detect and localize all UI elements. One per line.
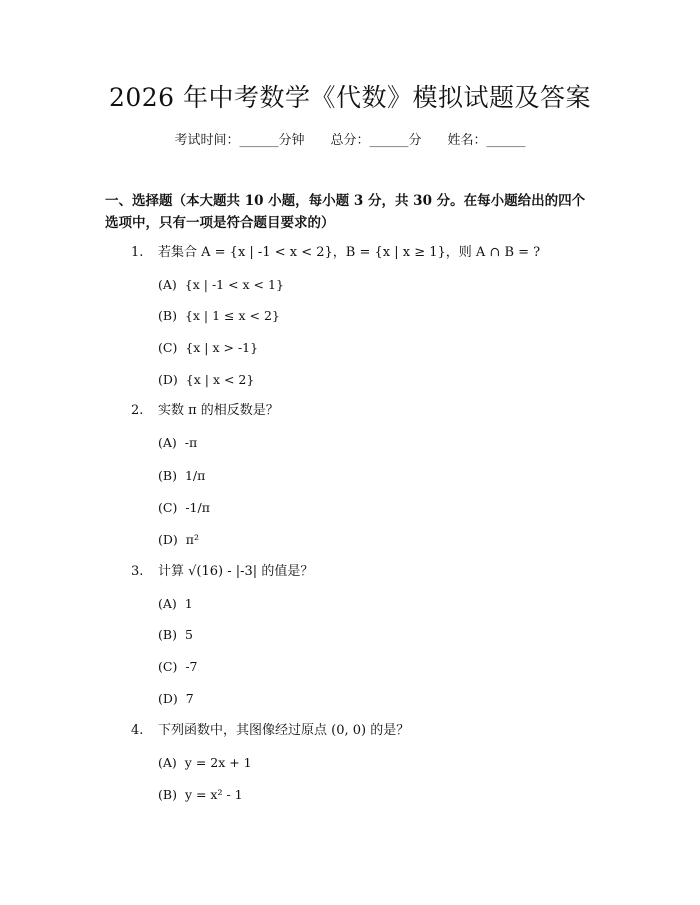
section-header: 一、选择题（本大题共 10 小题，每小题 3 分，共 30 分。在每小题给出的四个选项中，只有一项是符合题目要求的） — [105, 193, 586, 231]
option-2a — [158, 433, 197, 453]
option-2c — [158, 498, 210, 518]
option-letter: (A) — [158, 755, 177, 770]
option-text: {x | -1 < x < 1} — [184, 277, 284, 292]
option-text: π² — [185, 532, 200, 547]
option-1b — [158, 306, 280, 326]
student-name-field: 姓名：______ — [447, 133, 526, 148]
option-text: 1/π — [184, 468, 206, 483]
question-text: 计算 √(16) - |-3| 的值是？ — [158, 564, 314, 579]
option-letter: (B) — [158, 468, 177, 483]
option-letter: (D) — [158, 372, 178, 387]
option-letter: (A) — [158, 435, 177, 450]
question-number: 2. — [131, 403, 144, 418]
option-2b — [158, 466, 205, 486]
option-text: {x | 1 ≤ x < 2} — [184, 308, 280, 323]
option-letter: (C) — [158, 340, 178, 355]
option-text: 5 — [184, 627, 193, 642]
option-1c — [158, 338, 258, 358]
option-text: -1/π — [185, 500, 210, 515]
question-2 — [131, 401, 279, 421]
option-text: 1 — [184, 596, 193, 611]
option-text: 7 — [185, 691, 194, 706]
option-4a — [158, 753, 252, 773]
option-letter: (D) — [158, 532, 178, 547]
option-3a — [158, 594, 193, 614]
option-text: y = 2x + 1 — [184, 755, 252, 770]
question-number: 1. — [131, 245, 144, 260]
option-letter: (B) — [158, 787, 177, 802]
question-text: 下列函数中，其图像经过原点 (0, 0) 的是？ — [158, 723, 410, 738]
option-text: y = x² - 1 — [184, 787, 243, 802]
option-letter: (B) — [158, 308, 177, 323]
option-4b — [158, 785, 243, 805]
option-text: -7 — [185, 659, 198, 674]
option-letter: (D) — [158, 691, 178, 706]
question-text: 若集合 A = {x | -1 < x < 2}，B = {x | x ≥ 1}，则 A ∩ B = ? — [158, 245, 541, 260]
question-1 — [131, 243, 540, 263]
option-3c — [158, 657, 198, 677]
question-3 — [131, 562, 313, 582]
question-text: 实数 π 的相反数是？ — [158, 403, 279, 418]
question-number: 3. — [131, 564, 144, 579]
option-letter: (C) — [158, 659, 178, 674]
exam-time-field: 考试时间：______分钟 — [174, 133, 305, 148]
question-4 — [131, 721, 409, 741]
option-text: -π — [184, 435, 198, 450]
option-letter: (A) — [158, 277, 177, 292]
option-letter: (A) — [158, 596, 177, 611]
option-text: {x | x < 2} — [185, 372, 255, 387]
exam-info-line — [0, 131, 700, 151]
option-text: {x | x > -1} — [185, 340, 259, 355]
option-letter: (C) — [158, 500, 178, 515]
option-letter: (B) — [158, 627, 177, 642]
page-title: 2026 年中考数学《代数》模拟试题及答案 — [108, 83, 592, 112]
option-3d — [158, 689, 194, 709]
total-score-field: 总分：______分 — [330, 133, 422, 148]
question-number: 4. — [131, 723, 144, 738]
option-3b — [158, 625, 193, 645]
option-1a — [158, 275, 284, 295]
option-2d — [158, 530, 199, 550]
option-1d — [158, 370, 254, 390]
